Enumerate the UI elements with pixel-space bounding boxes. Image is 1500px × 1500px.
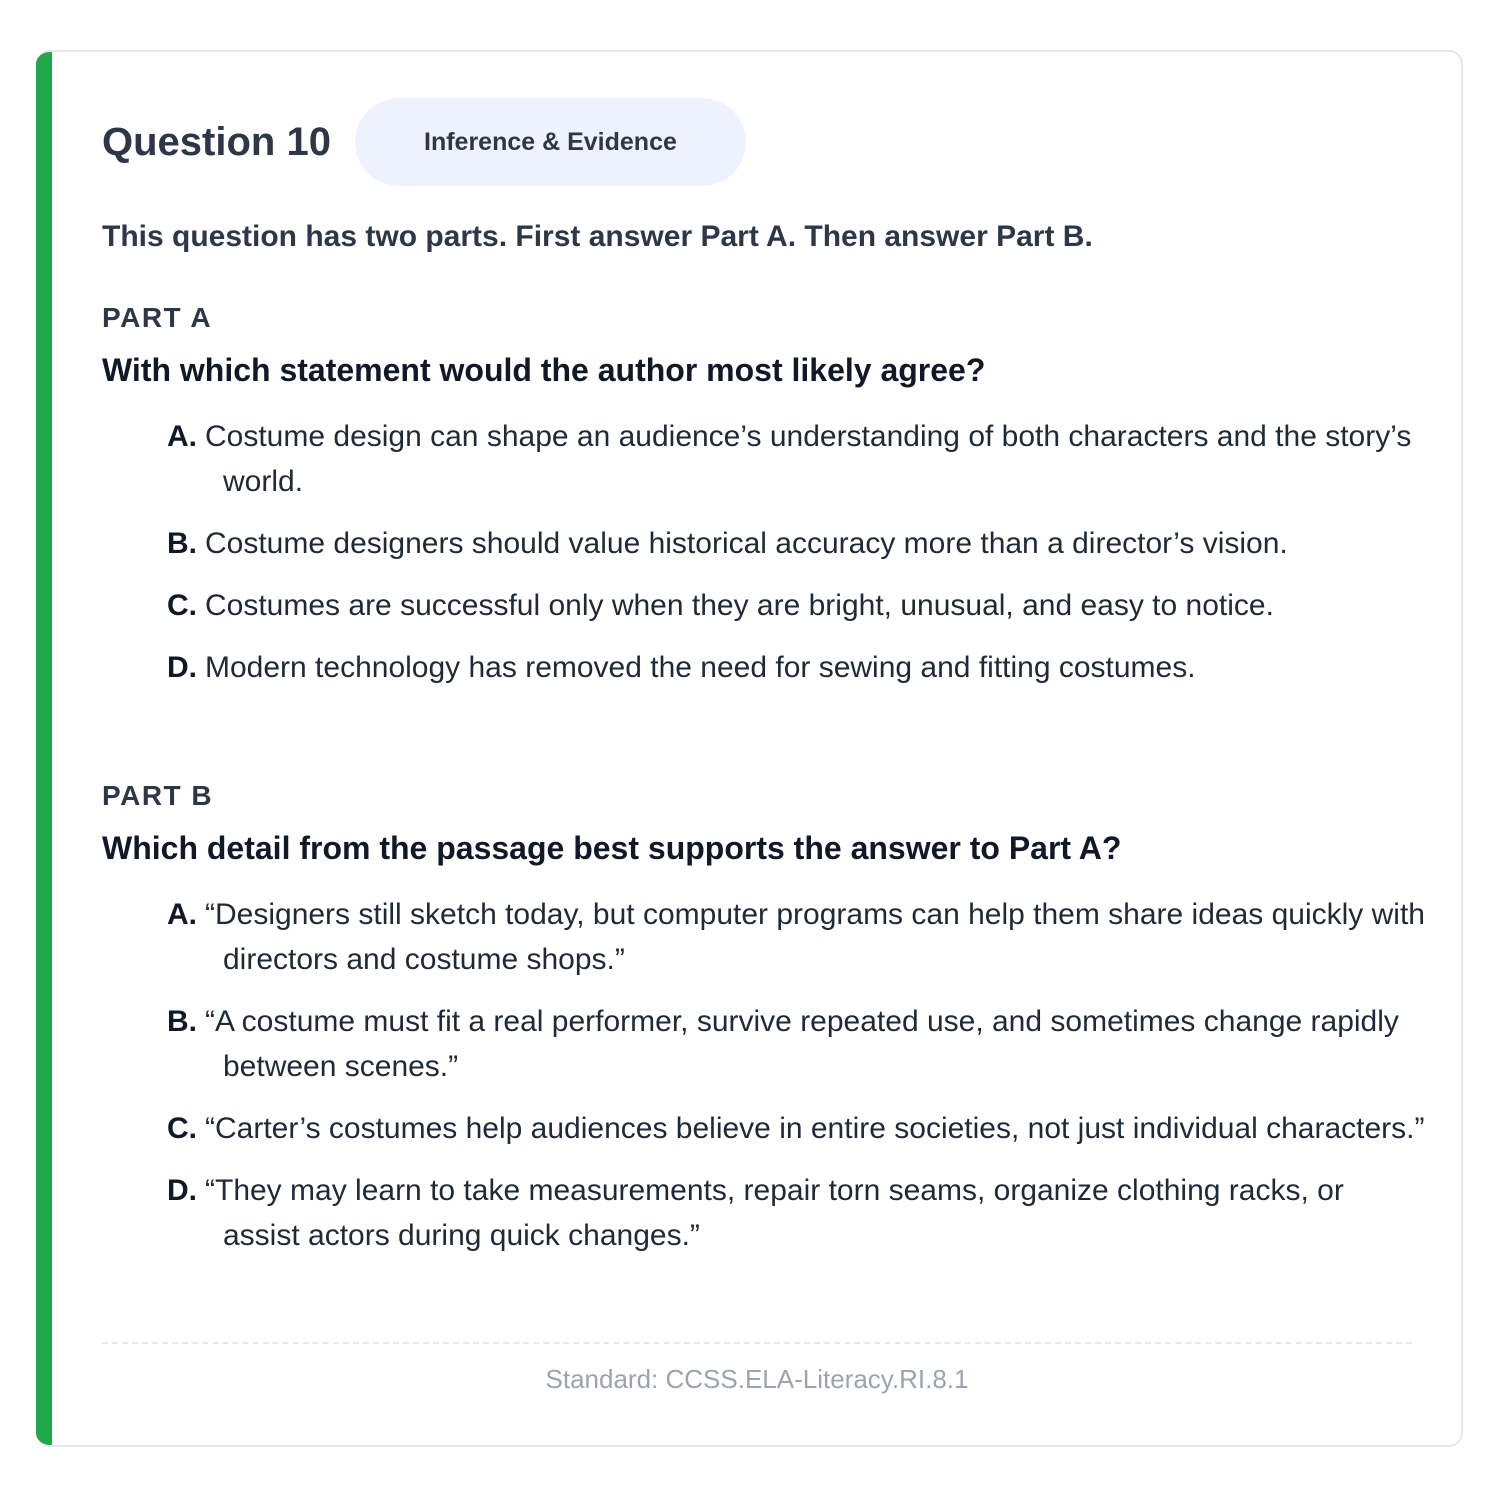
option-letter: B.: [167, 1005, 197, 1038]
option-text: “Carter’s costumes help audiences believe in entire societies, not just individual characters.”: [205, 1112, 1425, 1145]
instructions: This question has two parts. First answer Part A. Then answer Part B.: [102, 220, 1093, 253]
part-b-options: [167, 892, 1427, 1275]
part-b-option-d[interactable]: [167, 1168, 1427, 1258]
option-letter: D.: [167, 1174, 197, 1207]
option-text: Costume design can shape an audience’s understanding of both characters and the story’s world.: [205, 420, 1412, 498]
part-b-prompt: Which detail from the passage best supports the answer to Part A?: [102, 830, 1122, 866]
standard-label: Standard: CCSS.ELA-Literacy.RI.8.1: [545, 1364, 969, 1394]
option-text: “They may learn to take measurements, repair torn seams, organize clothing racks, or assist actors during quick changes.”: [205, 1174, 1344, 1252]
part-b-label: PART B: [102, 780, 214, 811]
part-a-option-a[interactable]: [167, 414, 1427, 504]
option-text: “Designers still sketch today, but computer programs can help them share ideas quickly with directors and costume shops.”: [205, 898, 1425, 976]
question-card: [36, 50, 1463, 1447]
accent-bar: [36, 52, 52, 1445]
part-a-prompt: With which statement would the author most likely agree?: [102, 352, 986, 388]
part-b-option-c[interactable]: [167, 1106, 1427, 1151]
option-letter: A.: [167, 898, 197, 931]
option-letter: B.: [167, 527, 197, 560]
skill-tag: Inference & Evidence: [355, 98, 746, 186]
part-a-option-b[interactable]: [167, 521, 1427, 566]
option-text: “A costume must fit a real performer, survive repeated use, and sometimes change rapidly between scenes.”: [205, 1005, 1399, 1083]
option-letter: C.: [167, 589, 197, 622]
option-letter: D.: [167, 651, 197, 684]
part-a-options: [167, 414, 1427, 707]
question-title: Question 10: [102, 119, 331, 164]
question-header: [102, 98, 746, 186]
option-text: Modern technology has removed the need for sewing and fitting costumes.: [205, 651, 1196, 684]
part-a-option-d[interactable]: [167, 645, 1427, 690]
option-text: Costumes are successful only when they are bright, unusual, and easy to notice.: [205, 589, 1274, 622]
option-letter: A.: [167, 420, 197, 453]
option-letter: C.: [167, 1112, 197, 1145]
option-text: Costume designers should value historical accuracy more than a director’s vision.: [205, 527, 1288, 560]
part-b-option-b[interactable]: [167, 999, 1427, 1089]
part-a-label: PART A: [102, 302, 213, 333]
footer-divider: [102, 1342, 1412, 1344]
part-a-option-c[interactable]: [167, 583, 1427, 628]
part-b-option-a[interactable]: [167, 892, 1427, 982]
